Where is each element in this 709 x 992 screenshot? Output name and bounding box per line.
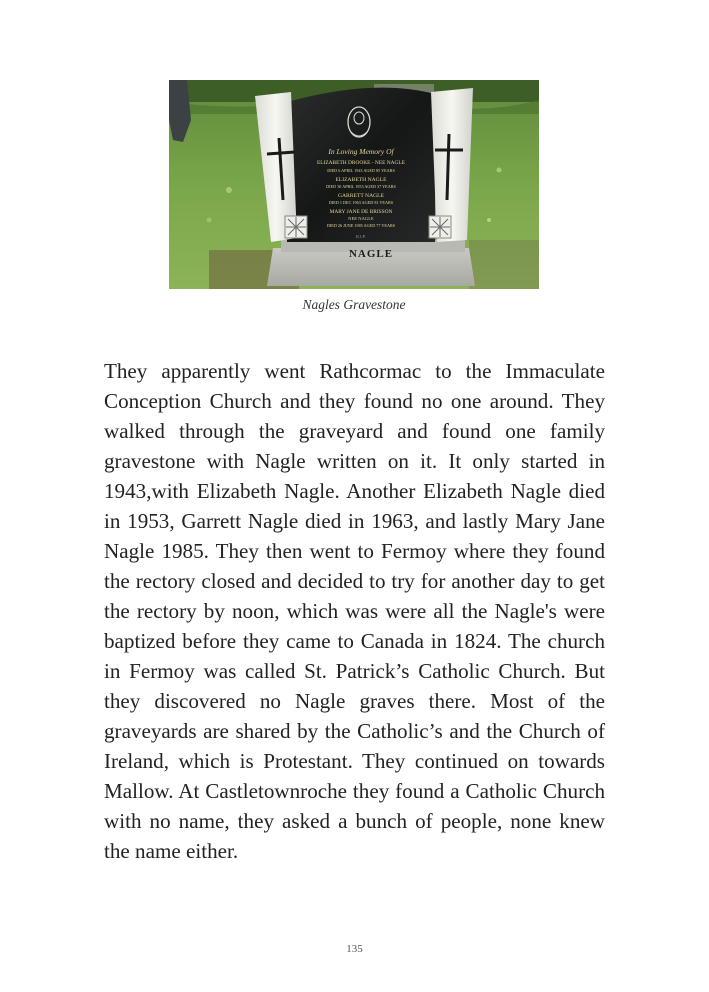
plinth-surname: NAGLE bbox=[348, 248, 394, 260]
grass-speck bbox=[226, 187, 232, 193]
inscription-line: GARRETT NAGLE bbox=[337, 193, 385, 199]
dirt-patch-right bbox=[469, 240, 539, 289]
inscription-line: DIED 6 APRIL 1943 AGED 85 YEARS bbox=[327, 168, 395, 173]
inscription-line: ELIZABETH NAGLE bbox=[335, 177, 387, 183]
inscription-line: MARY JANE DE BRISSON bbox=[329, 209, 393, 215]
inscription-line: DIED 26 JUNE 1985 AGED 77 YEARS bbox=[326, 223, 396, 228]
page-number: 135 bbox=[346, 943, 363, 955]
grass-speck bbox=[207, 218, 212, 223]
grass-speck bbox=[487, 218, 491, 222]
body-paragraph: They apparently went Rathcormac to the Immaculate Conception Church and they found no one around. They walked through the graveyard and found one family gravestone with Nagle written on it. It only started in 1943,with Elizabeth Nagle. Another Elizabeth Nagle died in 1953, Garrett Nagle died in 1963, and lastly Mary Jane Nagle 1985. They then went to Fermoy where they found the rectory closed and decided to try for another day to get the rectory by noon, which was were all the Nagle's were baptized before they came to Canada in 1824. The church in Fermoy was called St. Patrick’s Catholic Church. But they discovered no Nagle graves there. Most of the graveyards are shared by the Catholic’s and the Church of Ireland, which is Protestant. They continued on towards Mallow. At Castletownroche they found a Catholic Church with no name, they asked a bunch of people, none knew the name either. bbox=[104, 359, 605, 863]
grass-speck bbox=[497, 168, 502, 173]
inscription-line: DIED 1 DEC 1963 AGED 81 YEARS bbox=[328, 200, 394, 205]
inscription-header: In Loving Memory Of bbox=[328, 147, 394, 156]
figure-caption: Nagles Gravestone bbox=[302, 297, 406, 312]
inscription-line: ELIZABETH DROOKE - NEE NAGLE bbox=[316, 160, 406, 166]
gravestone-photo bbox=[169, 80, 539, 289]
inscription-rip: R.I.P. bbox=[356, 234, 366, 239]
right-cross-vertical bbox=[447, 134, 449, 200]
inscription-line: DIED 30 APRIL 1953 AGED 37 YEARS bbox=[326, 184, 396, 189]
inscription-line: NEE NAGLE bbox=[348, 216, 374, 221]
left-cross-horizontal bbox=[267, 152, 295, 154]
